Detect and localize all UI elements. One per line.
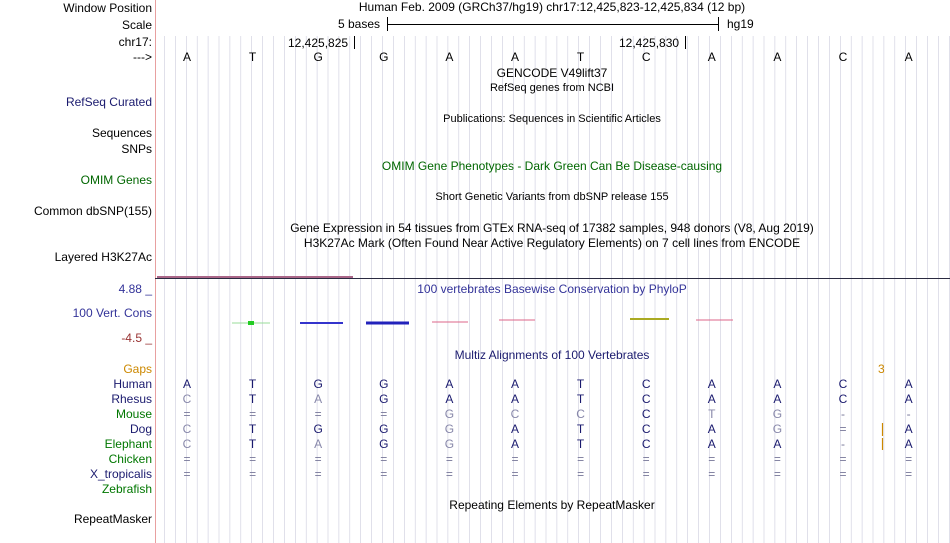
alignment-base: A <box>314 392 323 406</box>
alignment-base: = <box>773 452 781 466</box>
species-label-rhesus[interactable]: Rhesus <box>111 392 152 406</box>
gtex-track-title[interactable]: Gene Expression in 54 tissues from GTEx RNA-seq of 17382 samples, 948 donors (V8, Aug 2019) <box>290 221 814 235</box>
alignment-base: A <box>707 377 716 391</box>
h3k27-track-title[interactable]: H3K27Ac Mark (Often Found Near Active Regulatory Elements) on 7 cell lines from ENCODE <box>303 236 801 250</box>
alignment-base: = <box>314 407 322 421</box>
repeat-track-title[interactable]: Repeating Elements by RepeatMasker <box>449 498 655 512</box>
sequence-base: A <box>773 50 782 64</box>
scale-label: Scale <box>121 18 152 32</box>
alignment-base: T <box>708 407 716 421</box>
alignment-base: = <box>183 452 191 466</box>
alignment-base: = <box>445 467 453 481</box>
alignment-base: A <box>510 377 520 391</box>
alignment-base: T <box>248 392 257 406</box>
alignment-base: C <box>182 392 192 406</box>
coord-left: 12,425,825 <box>288 36 349 50</box>
alignment-base: G <box>772 422 783 436</box>
alignment-base: G <box>444 422 455 436</box>
alignment-base: A <box>445 377 454 391</box>
alignment-base: C <box>510 407 520 421</box>
alignment-base: A <box>182 377 192 391</box>
omim-track-title[interactable]: OMIM Gene Phenotypes - Dark Green Can Be Disease-causing <box>381 159 723 173</box>
alignment-base: = <box>314 467 322 481</box>
sequence-base: A <box>182 50 192 64</box>
alignment-base: = <box>249 467 257 481</box>
alignment-base: A <box>773 392 782 406</box>
sequence-base: A <box>904 50 913 64</box>
phylop-track-title[interactable]: 100 vertebrates Basewise Conservation by PhyloP <box>417 282 687 296</box>
gencode-track-title[interactable]: GENCODE V49lift37 <box>496 66 608 80</box>
species-label-chicken[interactable]: Chicken <box>108 452 152 466</box>
alignment-base: = <box>380 407 388 421</box>
omim-track-label[interactable]: OMIM Genes <box>80 173 152 187</box>
window-position-label: Window Position <box>63 1 152 15</box>
alignment-base: G <box>444 407 455 421</box>
alignment-base: C <box>182 422 192 436</box>
dbsnp-track-title[interactable]: Short Genetic Variants from dbSNP release 155 <box>435 191 669 203</box>
alignment-base: A <box>510 437 520 451</box>
alignment-base: G <box>379 437 389 451</box>
sequence-base: G <box>313 50 323 64</box>
alignment-base: A <box>773 437 782 451</box>
alignment-base: G <box>379 392 389 406</box>
gaps-label: Gaps <box>123 362 152 376</box>
alignment-base: = <box>839 467 847 481</box>
species-label-mouse[interactable]: Mouse <box>115 407 152 421</box>
species-label-x_tropicalis[interactable]: X_tropicalis <box>89 467 152 481</box>
window-position-text: Human Feb. 2009 (GRCh37/hg19) chr17:12,425,823-12,425,834 (12 bp) <box>358 0 746 14</box>
species-label-zebrafish[interactable]: Zebrafish <box>101 482 152 496</box>
alignment-base: C <box>576 407 585 421</box>
alignment-base: T <box>576 422 585 436</box>
alignment-base: A <box>510 422 520 436</box>
alignment-base: T <box>248 377 257 391</box>
h3k27-track-label[interactable]: Layered H3K27Ac <box>54 250 152 264</box>
alignment-base: = <box>905 467 913 481</box>
phylop-min-label: -4.5 _ <box>121 331 152 345</box>
publications-track-title[interactable]: Publications: Sequences in Scientific Articles <box>443 113 661 125</box>
alignment-base: A <box>904 377 913 391</box>
dbsnp-track-label[interactable]: Common dbSNP(155) <box>33 204 152 218</box>
alignment-base: A <box>707 392 716 406</box>
alignment-base: T <box>248 422 257 436</box>
alignment-base: = <box>183 407 191 421</box>
alignment-base: G <box>379 377 389 391</box>
alignment-base: C <box>641 422 651 436</box>
alignment-base: A <box>707 437 716 451</box>
alignment-base: C <box>838 392 848 406</box>
chrom-label: chr17: <box>118 35 152 49</box>
alignment-base: = <box>839 422 847 436</box>
alignment-base: = <box>380 467 388 481</box>
alignment-base: = <box>577 452 585 466</box>
alignment-base: T <box>576 377 585 391</box>
alignment-base: A <box>510 392 520 406</box>
alignment-base: = <box>511 452 519 466</box>
species-label-human[interactable]: Human <box>113 377 152 391</box>
sequence-base: C <box>641 50 651 64</box>
refseq-track-label[interactable]: RefSeq Curated <box>65 95 152 109</box>
alignment-base: = <box>642 467 650 481</box>
alignment-base: = <box>773 467 781 481</box>
alignment-base: G <box>772 407 783 421</box>
sequence-base: A <box>707 50 716 64</box>
alignment-base: - <box>841 407 845 421</box>
repeatmasker-track-label[interactable]: RepeatMasker <box>73 512 152 526</box>
sequence-base: T <box>248 50 257 64</box>
alignment-base: = <box>905 452 913 466</box>
alignment-base: = <box>314 452 322 466</box>
sequence-base: G <box>379 50 389 64</box>
alignment-base: T <box>248 437 257 451</box>
phylop-max-label: 4.88 _ <box>118 282 152 296</box>
snps-track-label[interactable]: SNPs <box>121 142 152 156</box>
alignment-base: A <box>445 392 454 406</box>
alignment-base: = <box>445 452 453 466</box>
alignment-base: = <box>511 467 519 481</box>
alignment-base: C <box>182 437 192 451</box>
alignment-base: = <box>577 467 585 481</box>
sequences-track-label[interactable]: Sequences <box>91 126 152 140</box>
species-label-dog[interactable]: Dog <box>129 422 152 436</box>
phylop-track-label[interactable]: 100 Vert. Cons <box>72 306 152 320</box>
sequence-base: C <box>838 50 848 64</box>
alignment-base: A <box>904 422 913 436</box>
alignment-base: A <box>314 437 323 451</box>
alignment-base: G <box>379 422 389 436</box>
alignment-base: C <box>641 377 651 391</box>
alignment-base: A <box>904 437 913 451</box>
alignment-base: = <box>183 467 191 481</box>
gap-count: 3 <box>878 362 885 376</box>
alignment-base: A <box>707 422 716 436</box>
alignment-base: = <box>249 452 257 466</box>
alignment-base: = <box>839 452 847 466</box>
alignment-base: T <box>576 437 585 451</box>
alignment-base: C <box>641 392 651 406</box>
alignment-base: C <box>641 407 651 421</box>
refseq-track-subtitle[interactable]: RefSeq genes from NCBI <box>489 82 615 94</box>
alignment-base: G <box>313 377 323 391</box>
sequence-base: T <box>576 50 585 64</box>
alignment-base: - <box>906 407 911 421</box>
strand-label[interactable]: ---> <box>133 50 152 64</box>
alignment-base: = <box>249 407 257 421</box>
alignment-base: = <box>642 452 650 466</box>
alignment-base: A <box>904 392 913 406</box>
alignment-base: C <box>641 437 651 451</box>
alignment-base: G <box>444 437 455 451</box>
multiz-track-title[interactable]: Multiz Alignments of 100 Vertebrates <box>454 348 650 362</box>
alignment-base: = <box>708 467 716 481</box>
alignment-base: = <box>380 452 388 466</box>
sequence-base: A <box>445 50 454 64</box>
coord-right: 12,425,830 <box>619 36 680 50</box>
alignment-base: T <box>576 392 585 406</box>
sequence-base: A <box>510 50 520 64</box>
alignment-base: = <box>708 452 716 466</box>
alignment-base: A <box>773 377 782 391</box>
alignment-base: C <box>838 377 848 391</box>
alignment-base: - <box>841 437 845 451</box>
scale-assembly: hg19 <box>727 17 754 31</box>
alignment-base: G <box>313 422 323 436</box>
scale-text: 5 bases <box>338 17 381 31</box>
species-label-elephant[interactable]: Elephant <box>104 437 152 451</box>
